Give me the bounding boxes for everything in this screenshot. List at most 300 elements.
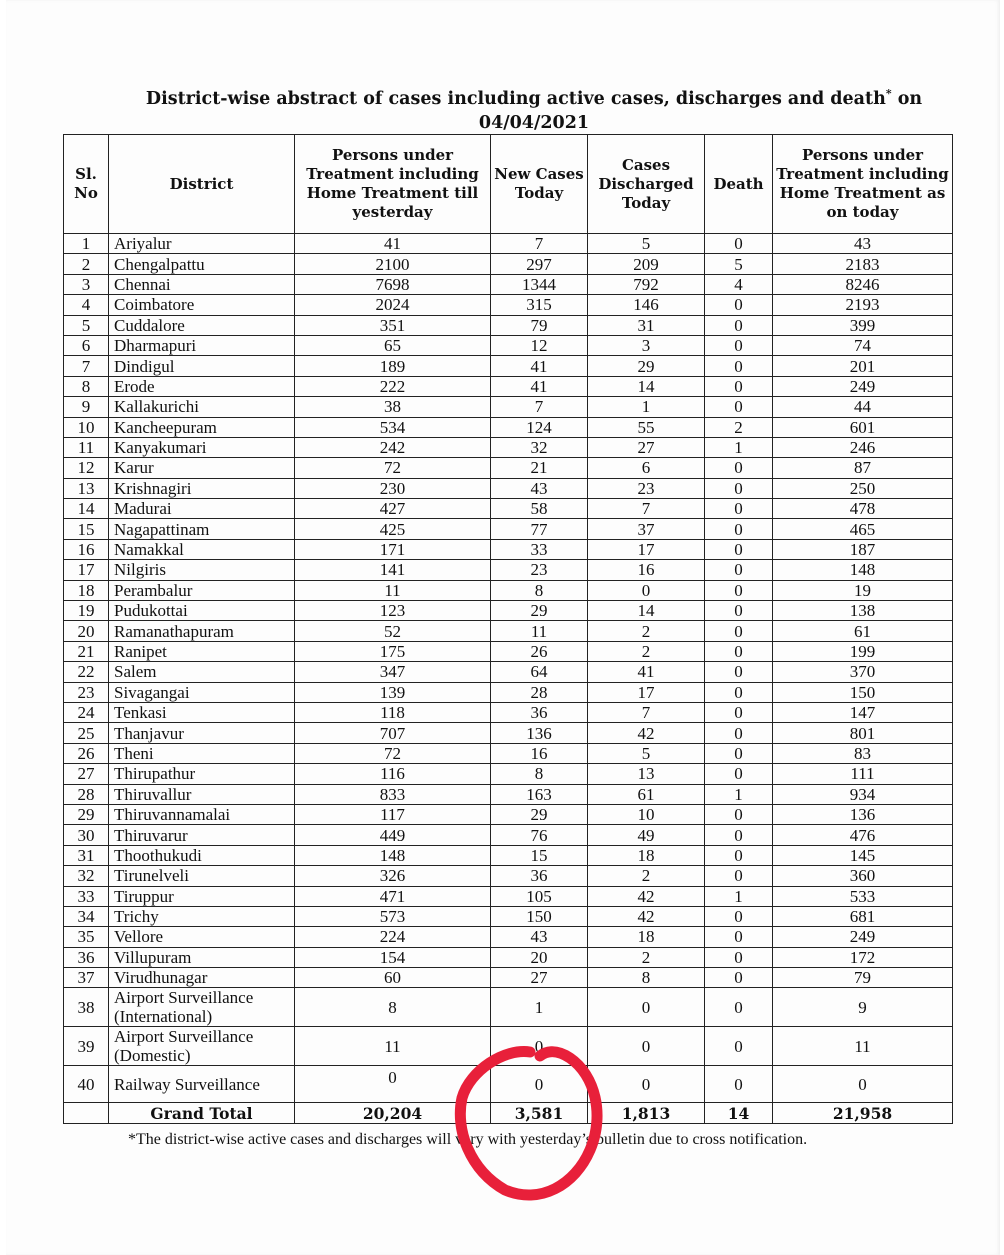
table-row	[64, 580, 953, 600]
row-death: 0	[705, 662, 773, 682]
row-under-treatment-yesterday: 65	[295, 335, 491, 355]
row-death: 0	[705, 906, 773, 926]
row-discharged: 37	[588, 519, 705, 539]
row-new-cases: 7	[491, 234, 588, 254]
table-row	[64, 947, 953, 967]
table-row	[64, 376, 953, 396]
row-new-cases: 1344	[491, 274, 588, 294]
row-under-treatment-today: 138	[773, 601, 953, 621]
row-district: Villupuram	[109, 947, 295, 967]
row-discharged: 41	[588, 662, 705, 682]
row-discharged: 792	[588, 274, 705, 294]
row-under-treatment-yesterday: 171	[295, 539, 491, 559]
row-under-treatment-yesterday: 117	[295, 804, 491, 824]
row-district: Tirunelveli	[109, 866, 295, 886]
row-sl-no: 32	[64, 866, 109, 886]
row-new-cases: 64	[491, 662, 588, 682]
row-discharged: 5	[588, 234, 705, 254]
row-death: 0	[705, 621, 773, 641]
row-death: 0	[705, 376, 773, 396]
row-district: Chengalpattu	[109, 254, 295, 274]
table-row	[64, 437, 953, 457]
total-discharged: 1,813	[588, 1103, 705, 1124]
row-under-treatment-yesterday: 347	[295, 662, 491, 682]
row-sl-no: 13	[64, 478, 109, 498]
row-under-treatment-today: 476	[773, 825, 953, 845]
row-new-cases: 28	[491, 682, 588, 702]
row-under-treatment-today: 601	[773, 417, 953, 437]
row-new-cases: 79	[491, 315, 588, 335]
row-death: 0	[705, 927, 773, 947]
row-under-treatment-yesterday: 60	[295, 968, 491, 988]
document-title	[136, 82, 932, 135]
row-death: 0	[705, 478, 773, 498]
row-discharged: 7	[588, 702, 705, 722]
row-death: 0	[705, 499, 773, 519]
row-death: 0	[705, 866, 773, 886]
row-discharged: 42	[588, 723, 705, 743]
row-new-cases: 105	[491, 886, 588, 906]
row-district: Pudukottai	[109, 601, 295, 621]
row-sl-no: 1	[64, 234, 109, 254]
row-under-treatment-yesterday: 11	[295, 580, 491, 600]
row-under-treatment-today: 360	[773, 866, 953, 886]
row-discharged: 61	[588, 784, 705, 804]
row-new-cases: 23	[491, 560, 588, 580]
table-row	[64, 519, 953, 539]
row-sl-no: 6	[64, 335, 109, 355]
row-under-treatment-yesterday: 534	[295, 417, 491, 437]
row-district: Thoothukudi	[109, 845, 295, 865]
document-page	[6, 0, 1000, 1255]
row-discharged: 0	[588, 988, 705, 1027]
row-under-treatment-yesterday: 116	[295, 764, 491, 784]
row-under-treatment-yesterday: 573	[295, 906, 491, 926]
total-today: 21,958	[773, 1103, 953, 1124]
table-row	[64, 397, 953, 417]
row-new-cases: 15	[491, 845, 588, 865]
table-row	[64, 621, 953, 641]
row-sl-no: 29	[64, 804, 109, 824]
row-new-cases: 41	[491, 356, 588, 376]
row-under-treatment-yesterday: 833	[295, 784, 491, 804]
row-district: Chennai	[109, 274, 295, 294]
row-death: 0	[705, 356, 773, 376]
row-death: 0	[705, 641, 773, 661]
row-discharged: 14	[588, 601, 705, 621]
row-under-treatment-today: 9	[773, 988, 953, 1027]
row-discharged: 31	[588, 315, 705, 335]
row-sl-no: 22	[64, 662, 109, 682]
row-under-treatment-today: 246	[773, 437, 953, 457]
row-under-treatment-today: 83	[773, 743, 953, 763]
row-new-cases: 1	[491, 988, 588, 1027]
row-sl-no: 10	[64, 417, 109, 437]
row-sl-no: 25	[64, 723, 109, 743]
row-death: 0	[705, 234, 773, 254]
row-discharged: 7	[588, 499, 705, 519]
row-discharged: 0	[588, 1027, 705, 1066]
row-death: 1	[705, 437, 773, 457]
row-under-treatment-yesterday: 141	[295, 560, 491, 580]
row-district: Vellore	[109, 927, 295, 947]
table-row	[64, 335, 953, 355]
header-death: Death	[705, 135, 773, 234]
row-under-treatment-today: 199	[773, 641, 953, 661]
row-district: Salem	[109, 662, 295, 682]
row-discharged: 17	[588, 682, 705, 702]
row-discharged: 6	[588, 458, 705, 478]
row-district: Railway Surveillance	[109, 1066, 295, 1103]
title-on: on	[897, 88, 923, 109]
row-discharged: 16	[588, 560, 705, 580]
header-sl-no: Sl. No	[64, 135, 109, 234]
row-sl-no: 20	[64, 621, 109, 641]
row-under-treatment-today: 801	[773, 723, 953, 743]
row-new-cases: 26	[491, 641, 588, 661]
row-new-cases: 36	[491, 702, 588, 722]
row-under-treatment-yesterday: 7698	[295, 274, 491, 294]
row-sl-no: 18	[64, 580, 109, 600]
row-district: Tenkasi	[109, 702, 295, 722]
row-under-treatment-yesterday: 449	[295, 825, 491, 845]
row-under-treatment-yesterday: 425	[295, 519, 491, 539]
row-death: 0	[705, 702, 773, 722]
row-under-treatment-today: 478	[773, 499, 953, 519]
district-cases-table	[63, 134, 953, 1124]
row-under-treatment-yesterday: 707	[295, 723, 491, 743]
row-discharged: 1	[588, 397, 705, 417]
row-discharged: 10	[588, 804, 705, 824]
row-death: 0	[705, 723, 773, 743]
row-under-treatment-today: 249	[773, 376, 953, 396]
row-death: 0	[705, 804, 773, 824]
row-district: Airport Surveillance (International)	[109, 988, 295, 1027]
row-death: 0	[705, 560, 773, 580]
table-row	[64, 417, 953, 437]
table-row	[64, 641, 953, 661]
row-district: Airport Surveillance (Domestic)	[109, 1027, 295, 1066]
table-body	[64, 234, 953, 1103]
row-district: Madurai	[109, 499, 295, 519]
table-row	[64, 702, 953, 722]
table-row	[64, 723, 953, 743]
header-row	[64, 135, 953, 234]
row-discharged: 209	[588, 254, 705, 274]
row-under-treatment-yesterday: 351	[295, 315, 491, 335]
row-under-treatment-today: 44	[773, 397, 953, 417]
row-district: Thiruvannamalai	[109, 804, 295, 824]
row-under-treatment-yesterday: 471	[295, 886, 491, 906]
table-row	[64, 274, 953, 294]
row-sl-no: 27	[64, 764, 109, 784]
grand-total-row	[64, 1103, 953, 1124]
row-discharged: 29	[588, 356, 705, 376]
row-district: Trichy	[109, 906, 295, 926]
row-death: 0	[705, 458, 773, 478]
row-new-cases: 41	[491, 376, 588, 396]
row-district: Ariyalur	[109, 234, 295, 254]
row-new-cases: 77	[491, 519, 588, 539]
table-row	[64, 539, 953, 559]
table-row	[64, 1027, 953, 1066]
row-new-cases: 29	[491, 804, 588, 824]
row-death: 0	[705, 335, 773, 355]
row-sl-no: 3	[64, 274, 109, 294]
title-asterisk: *	[885, 87, 892, 100]
row-under-treatment-today: 399	[773, 315, 953, 335]
row-death: 0	[705, 601, 773, 621]
row-new-cases: 58	[491, 499, 588, 519]
row-sl-no: 39	[64, 1027, 109, 1066]
row-district: Kanyakumari	[109, 437, 295, 457]
row-discharged: 14	[588, 376, 705, 396]
row-sl-no: 5	[64, 315, 109, 335]
row-discharged: 17	[588, 539, 705, 559]
row-under-treatment-today: 249	[773, 927, 953, 947]
row-district: Nilgiris	[109, 560, 295, 580]
row-under-treatment-yesterday: 41	[295, 234, 491, 254]
row-district: Dharmapuri	[109, 335, 295, 355]
table-row	[64, 825, 953, 845]
row-district: Coimbatore	[109, 295, 295, 315]
table-row	[64, 886, 953, 906]
row-district: Kancheepuram	[109, 417, 295, 437]
row-new-cases: 297	[491, 254, 588, 274]
row-under-treatment-yesterday: 148	[295, 845, 491, 865]
row-sl-no: 24	[64, 702, 109, 722]
footnote: *The district-wise active cases and discharges will vary with yesterday’s bulletin due to cross notification.	[128, 1131, 808, 1148]
table-row	[64, 988, 953, 1027]
row-under-treatment-today: 43	[773, 234, 953, 254]
total-prev: 20,204	[295, 1103, 491, 1124]
title-text: District-wise abstract of cases including active cases, discharges and death	[145, 88, 886, 109]
row-new-cases: 16	[491, 743, 588, 763]
row-discharged: 13	[588, 764, 705, 784]
row-under-treatment-today: 370	[773, 662, 953, 682]
report-date: 04/04/2021	[478, 112, 590, 133]
row-under-treatment-yesterday: 242	[295, 437, 491, 457]
row-death: 0	[705, 295, 773, 315]
row-under-treatment-today: 79	[773, 968, 953, 988]
row-new-cases: 315	[491, 295, 588, 315]
row-sl-no: 11	[64, 437, 109, 457]
row-sl-no: 34	[64, 906, 109, 926]
row-under-treatment-today: 11	[773, 1027, 953, 1066]
row-death: 4	[705, 274, 773, 294]
row-discharged: 0	[588, 1066, 705, 1103]
row-death: 5	[705, 254, 773, 274]
table-row	[64, 601, 953, 621]
row-death: 0	[705, 519, 773, 539]
row-death: 0	[705, 825, 773, 845]
row-under-treatment-yesterday: 189	[295, 356, 491, 376]
table-row	[64, 764, 953, 784]
table-row	[64, 295, 953, 315]
row-under-treatment-yesterday: 175	[295, 641, 491, 661]
row-sl-no: 38	[64, 988, 109, 1027]
total-label: Grand Total	[109, 1103, 295, 1124]
row-sl-no: 15	[64, 519, 109, 539]
row-discharged: 18	[588, 845, 705, 865]
row-under-treatment-yesterday: 139	[295, 682, 491, 702]
table-row	[64, 682, 953, 702]
row-sl-no: 30	[64, 825, 109, 845]
row-district: Thanjavur	[109, 723, 295, 743]
row-under-treatment-yesterday: 224	[295, 927, 491, 947]
row-sl-no: 36	[64, 947, 109, 967]
row-sl-no: 9	[64, 397, 109, 417]
row-death: 0	[705, 968, 773, 988]
total-death: 14	[705, 1103, 773, 1124]
row-new-cases: 0	[491, 1066, 588, 1103]
row-under-treatment-yesterday: 2024	[295, 295, 491, 315]
row-discharged: 0	[588, 580, 705, 600]
row-new-cases: 8	[491, 580, 588, 600]
row-discharged: 3	[588, 335, 705, 355]
table-row	[64, 234, 953, 254]
row-under-treatment-today: 147	[773, 702, 953, 722]
row-new-cases: 124	[491, 417, 588, 437]
row-under-treatment-today: 2183	[773, 254, 953, 274]
row-under-treatment-yesterday: 154	[295, 947, 491, 967]
header-under-treatment-today: Persons under Treatment including Home Treatment as on today	[773, 135, 953, 234]
row-under-treatment-today: 148	[773, 560, 953, 580]
row-new-cases: 11	[491, 621, 588, 641]
table-row	[64, 560, 953, 580]
total-sl	[64, 1103, 109, 1124]
row-district: Tiruppur	[109, 886, 295, 906]
row-under-treatment-yesterday: 11	[295, 1027, 491, 1066]
row-new-cases: 7	[491, 397, 588, 417]
row-sl-no: 7	[64, 356, 109, 376]
row-under-treatment-today: 8246	[773, 274, 953, 294]
row-discharged: 2	[588, 947, 705, 967]
row-discharged: 27	[588, 437, 705, 457]
row-district: Perambalur	[109, 580, 295, 600]
row-under-treatment-yesterday: 38	[295, 397, 491, 417]
row-under-treatment-today: 681	[773, 906, 953, 926]
row-under-treatment-today: 2193	[773, 295, 953, 315]
row-death: 1	[705, 886, 773, 906]
row-under-treatment-yesterday: 2100	[295, 254, 491, 274]
row-under-treatment-yesterday: 230	[295, 478, 491, 498]
row-under-treatment-today: 187	[773, 539, 953, 559]
table-row	[64, 315, 953, 335]
row-sl-no: 12	[64, 458, 109, 478]
row-under-treatment-yesterday: 72	[295, 458, 491, 478]
table-row	[64, 804, 953, 824]
row-death: 0	[705, 315, 773, 335]
row-under-treatment-yesterday: 427	[295, 499, 491, 519]
table-row	[64, 866, 953, 886]
row-sl-no: 26	[64, 743, 109, 763]
row-district: Karur	[109, 458, 295, 478]
row-new-cases: 0	[491, 1027, 588, 1066]
row-under-treatment-today: 61	[773, 621, 953, 641]
row-new-cases: 32	[491, 437, 588, 457]
row-death: 0	[705, 397, 773, 417]
row-discharged: 2	[588, 866, 705, 886]
row-discharged: 5	[588, 743, 705, 763]
table-row	[64, 458, 953, 478]
row-discharged: 42	[588, 906, 705, 926]
row-under-treatment-today: 150	[773, 682, 953, 702]
row-death: 0	[705, 988, 773, 1027]
row-new-cases: 21	[491, 458, 588, 478]
row-new-cases: 76	[491, 825, 588, 845]
row-district: Erode	[109, 376, 295, 396]
row-death: 0	[705, 743, 773, 763]
row-under-treatment-yesterday: 0	[295, 1066, 491, 1103]
table-row	[64, 743, 953, 763]
row-new-cases: 150	[491, 906, 588, 926]
row-death: 0	[705, 1027, 773, 1066]
row-under-treatment-yesterday: 118	[295, 702, 491, 722]
table-row	[64, 356, 953, 376]
row-discharged: 2	[588, 641, 705, 661]
row-district: Namakkal	[109, 539, 295, 559]
header-discharged: Cases Discharged Today	[588, 135, 705, 234]
row-under-treatment-today: 136	[773, 804, 953, 824]
row-district: Theni	[109, 743, 295, 763]
table-row	[64, 662, 953, 682]
table-row	[64, 968, 953, 988]
row-sl-no: 8	[64, 376, 109, 396]
row-sl-no: 23	[64, 682, 109, 702]
row-sl-no: 40	[64, 1066, 109, 1103]
row-death: 0	[705, 580, 773, 600]
row-death: 0	[705, 1066, 773, 1103]
row-discharged: 8	[588, 968, 705, 988]
row-under-treatment-yesterday: 52	[295, 621, 491, 641]
row-death: 0	[705, 947, 773, 967]
row-new-cases: 136	[491, 723, 588, 743]
row-under-treatment-today: 934	[773, 784, 953, 804]
table-row	[64, 927, 953, 947]
total-new: 3,581	[491, 1103, 588, 1124]
row-sl-no: 33	[64, 886, 109, 906]
row-sl-no: 16	[64, 539, 109, 559]
row-under-treatment-today: 465	[773, 519, 953, 539]
row-discharged: 55	[588, 417, 705, 437]
row-under-treatment-today: 172	[773, 947, 953, 967]
row-sl-no: 2	[64, 254, 109, 274]
row-discharged: 23	[588, 478, 705, 498]
row-death: 0	[705, 845, 773, 865]
row-death: 1	[705, 784, 773, 804]
row-death: 0	[705, 539, 773, 559]
row-sl-no: 37	[64, 968, 109, 988]
row-sl-no: 14	[64, 499, 109, 519]
row-district: Krishnagiri	[109, 478, 295, 498]
row-sl-no: 4	[64, 295, 109, 315]
table-row	[64, 254, 953, 274]
row-new-cases: 33	[491, 539, 588, 559]
row-under-treatment-yesterday: 222	[295, 376, 491, 396]
row-district: Thiruvarur	[109, 825, 295, 845]
row-under-treatment-today: 533	[773, 886, 953, 906]
row-discharged: 49	[588, 825, 705, 845]
row-under-treatment-today: 87	[773, 458, 953, 478]
row-new-cases: 36	[491, 866, 588, 886]
table-row	[64, 845, 953, 865]
row-death: 2	[705, 417, 773, 437]
row-new-cases: 43	[491, 927, 588, 947]
header-new-cases: New Cases Today	[491, 135, 588, 234]
row-sl-no: 28	[64, 784, 109, 804]
row-district: Dindigul	[109, 356, 295, 376]
